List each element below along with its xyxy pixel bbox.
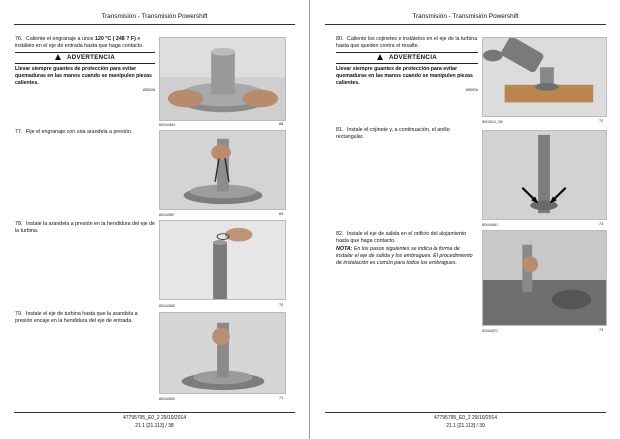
warning-box: [336, 52, 478, 92]
step-text-post: e instálelo en el eje de entrada hasta que haga contacto.: [15, 36, 144, 49]
snap-ring-photo-illustration: [160, 131, 285, 209]
footer-page-number: 21.1 [21.113] / 38: [135, 423, 174, 429]
footer-reference: 47795795_E0_2 29/10/2014: [433, 415, 498, 421]
note-text: En los pasos siguientes se indica la forma de instalar el eje de salida y los embragues. El procedimiento de instalación es común para todos los embragues.: [336, 246, 473, 266]
photo-code: BDNA0858: [159, 304, 175, 308]
figure-number: 71: [279, 396, 284, 400]
photo-snap-ring-pliers: [159, 130, 286, 210]
gear-photo-illustration: [160, 38, 285, 120]
header-rule: [325, 24, 606, 25]
washer-photo-illustration: [160, 221, 285, 299]
warning-title: [15, 52, 155, 64]
step-text: Fije el engranaje con una arandela a presión.: [26, 129, 133, 135]
photo-output-shaft: [482, 230, 607, 326]
header-rule: [14, 24, 295, 25]
warning-title-text: ADVERTENCIA: [67, 54, 115, 61]
warning-code: W0092A: [142, 88, 155, 93]
step-81: [336, 127, 478, 141]
photo-bearing-ring: [482, 130, 607, 220]
photo-code: BDNA0857: [159, 213, 175, 217]
note: [336, 246, 478, 267]
figure-number: 74: [599, 328, 604, 332]
footer-reference: 47795795_E0_2 29/10/2014: [122, 415, 187, 421]
step-78: [15, 221, 155, 235]
warning-triangle-icon: [377, 54, 383, 60]
step-number: 79.: [15, 311, 23, 317]
right-page: [311, 0, 620, 439]
photo-bearing-press: [482, 37, 607, 117]
footer-rule: [325, 412, 606, 413]
photo-code: BDNA0872: [482, 329, 498, 333]
step-text-temp: 120 °C ( 248 ? F): [94, 36, 136, 42]
step-number: 78.: [15, 221, 23, 227]
warning-title-text: ADVERTENCIA: [389, 54, 437, 61]
warning-box: [15, 52, 155, 92]
photo-code: BDNA0859: [159, 397, 175, 401]
figure-number: 69: [279, 212, 284, 216]
step-77: [15, 129, 155, 136]
step-text: Instale el cojinete y, a continuación, el anillo rectangular.: [336, 127, 450, 140]
photo-gear-in-hands: [159, 37, 286, 121]
warning-triangle-icon: [55, 54, 61, 60]
figure-number: 70: [279, 303, 284, 307]
photo-code: BDNA0484: [159, 123, 175, 127]
figure-number: 72: [599, 119, 604, 123]
step-80: [336, 36, 478, 50]
figure-number: 68: [279, 122, 284, 126]
warning-title: [336, 52, 478, 64]
footer-rule: [14, 412, 295, 413]
step-text: Instale la arandela a presión en la hendidura del eje de la turbina.: [15, 221, 155, 234]
step-text-pre: Caliente el engranaje a unos: [26, 36, 95, 42]
photo-turbine-shaft-install: [159, 312, 286, 394]
step-text: Caliente los cojinetes e instálelos en el eje de la turbina hasta que queden contra el resalte.: [336, 36, 478, 49]
step-text: Instale el eje de turbina hasta que la arandela a presión encaje en la hendidura del eje de entrada.: [15, 311, 138, 324]
photo-turbine-shaft-washer: [159, 220, 286, 300]
step-text: Instale el eje de salida en el orificio del alojamiento hasta que haga contacto.: [336, 231, 467, 244]
step-number: 81.: [336, 127, 344, 133]
bearing-ring-photo-illustration: [483, 131, 606, 219]
turbine-shaft-photo-illustration: [160, 313, 285, 393]
step-number: 77.: [15, 129, 23, 135]
warning-text: Llevar siempre guantes de protección para evitar quemaduras en las manos cuando se manipulen piezas calientes.: [15, 66, 152, 86]
page-header: Transmisión - Transmisión Powershift: [101, 13, 208, 20]
page-header: Transmisión - Transmisión Powershift: [412, 13, 519, 20]
step-76: [15, 36, 155, 50]
figure-number: 73: [599, 222, 604, 226]
step-82: [336, 231, 478, 245]
step-79: [15, 311, 155, 325]
photo-code: BDN0024_786: [482, 120, 503, 124]
step-number: 82.: [336, 231, 344, 237]
photo-code: BDNA0861: [482, 223, 498, 227]
warning-code: W0092A: [465, 88, 478, 93]
bearing-press-photo-illustration: [483, 38, 606, 116]
note-label: NOTA:: [336, 246, 353, 252]
step-number: 76.: [15, 36, 23, 42]
step-number: 80.: [336, 36, 344, 42]
warning-text: Llevar siempre guantes de protección para evitar quemaduras en las manos cuando se manipulen piezas calientes.: [336, 66, 473, 86]
footer-page-number: 21.1 [21.113] / 39: [446, 423, 485, 429]
output-shaft-photo-illustration: [483, 231, 606, 325]
